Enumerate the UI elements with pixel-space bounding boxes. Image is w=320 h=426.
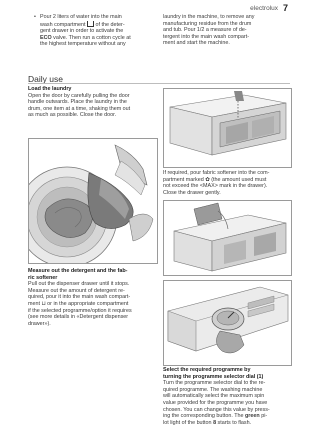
softener-pour-drawing: [164, 201, 291, 275]
wash-compartment-icon: [87, 21, 94, 27]
select-heading-line: turning the programme selector dial (1): [163, 373, 264, 380]
measure-line: if the selected programme/option it requires: [28, 307, 132, 314]
intro-line-4b: valve. Then run a cotton cycle at: [51, 34, 131, 41]
load-line: as much as possible. Close the door.: [28, 112, 117, 119]
select-line-6b: pi-: [259, 413, 268, 420]
measure-detergent-block: [28, 268, 156, 327]
intro-right-paragraph: [163, 14, 291, 47]
page-number: 7: [282, 3, 288, 13]
intro-right-line: and tub. Pour 1/2 a measure of de-: [163, 27, 247, 34]
washing-machine-door-drawing: [29, 139, 157, 263]
measure-line: Pull out the dispenser drawer until it stops.: [28, 281, 130, 288]
measure-line: Measure out the amount of detergent re-: [28, 287, 125, 294]
intro-right-line: ment and start the machine.: [163, 40, 230, 47]
softener-pour-illustration: [163, 200, 292, 276]
select-line: Turn the programme selector dial to the re-: [163, 380, 266, 387]
intro-line-5: the highest temperature without any: [40, 41, 126, 48]
softener-line: partment marked ✿ (the amount used must: [163, 176, 267, 183]
green-word: green: [245, 413, 260, 420]
select-heading-line: Select the required programme by: [163, 367, 251, 373]
select-line-6a: ing the corresponding button. The: [163, 413, 246, 420]
intro-line-3: gent drawer in order to activate the: [40, 28, 124, 35]
intro-line-4: [40, 35, 155, 42]
intro-right-line: manufacturing residue from the drum: [163, 20, 252, 27]
intro-line-2: [40, 21, 155, 29]
load-line: handle outwards. Place the laundry in the: [28, 99, 127, 106]
measure-line: quired, pour it into the main wash compart-: [28, 294, 131, 301]
measure-line: (see more details in «Detergent dispenser: [28, 314, 129, 321]
select-line-7: [163, 420, 291, 426]
load-laundry-heading: Load the laundry: [28, 86, 72, 92]
drawer-open-drawing: [164, 89, 291, 167]
select-line-7b: starts to flash.: [216, 419, 252, 426]
select-line: will automatically select the maximum spin: [163, 393, 265, 400]
load-laundry-block: [28, 86, 156, 119]
measure-heading-line: ric softener: [28, 274, 58, 281]
load-line: Open the door by carefully pulling the door: [28, 92, 130, 99]
softener-line: If required, pour fabric softener into the com-: [163, 170, 270, 176]
softener-line: not exceed the <MAX> mark in the drawer).: [163, 183, 268, 190]
intro-line-2a: wash compartment: [40, 21, 88, 28]
load-laundry-illustration: [28, 138, 158, 264]
softener-line: Close the drawer gently.: [163, 189, 221, 196]
intro-line-2b: of the deter-: [94, 21, 125, 28]
measure-heading-line: Measure out the detergent and the fab-: [28, 268, 128, 274]
intro-right-line: laundry in the machine, to remove any: [163, 14, 255, 20]
select-line-6: [163, 413, 291, 420]
button-number: 8: [213, 419, 217, 426]
measure-line: ment ⊔ or in the appropriate compartment: [28, 300, 129, 307]
eco-label: ECO: [40, 34, 52, 41]
section-divider: [28, 83, 290, 84]
load-line: drum, one item at a time, shaking them out: [28, 105, 131, 112]
select-programme-block: [163, 367, 291, 426]
intro-line-1: • Pour 2 liters of water into the main: [40, 14, 155, 21]
measure-line: drawer»).: [28, 320, 51, 327]
select-line: value provided for the programme you have: [163, 399, 268, 406]
intro-left-paragraph: [40, 14, 155, 48]
programme-dial-illustration: [163, 280, 292, 366]
detergent-drawer-illustration: [163, 88, 292, 168]
select-line: quired programme. The washing machine: [163, 386, 263, 393]
section-title: Daily use: [28, 74, 63, 84]
intro-right-line: tergent into the main wash compart-: [163, 33, 249, 40]
select-line: chosen. You can change this value by press-: [163, 406, 270, 413]
brand-name: electrolux: [250, 5, 278, 12]
select-line-7a: lot light of the button: [163, 419, 214, 426]
control-panel-drawing: [164, 281, 291, 365]
softener-block: [163, 170, 291, 196]
